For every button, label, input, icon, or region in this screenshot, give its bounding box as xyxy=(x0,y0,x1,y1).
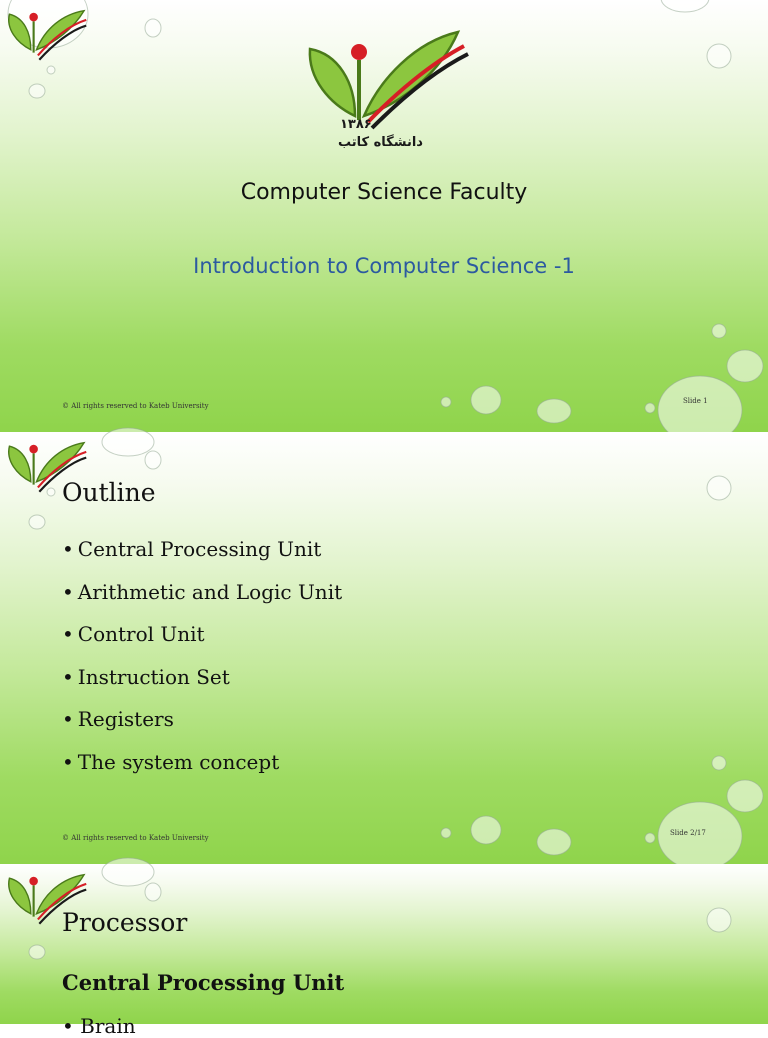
list-item: • The system concept xyxy=(62,749,280,774)
faculty-title: Computer Science Faculty xyxy=(240,180,528,205)
list-item: • Instruction Set xyxy=(62,664,230,689)
kateb-university-logo xyxy=(300,24,472,152)
list-item: • Arithmetic and Logic Unit xyxy=(62,579,343,604)
bullet-icon: • xyxy=(62,749,74,774)
processor-slide xyxy=(0,864,768,1038)
outline-list xyxy=(62,537,342,792)
slide-subheading: Central Processing Unit xyxy=(62,970,345,995)
bullet-icon: • xyxy=(62,579,74,604)
title-slide xyxy=(0,0,768,432)
copyright-notice: © All rights reserved to Kateb University xyxy=(62,402,209,410)
logo-university-name: دانشگاه کاتب xyxy=(338,135,423,150)
water-drops-decoration xyxy=(0,864,768,1024)
list-item: • Control Unit xyxy=(62,622,205,646)
course-title: Introduction to Computer Science -1 xyxy=(193,254,575,278)
bullet-icon: • xyxy=(62,707,74,731)
logo-year: ۱۳۸۶ xyxy=(340,117,372,132)
slide-heading: Processor xyxy=(62,908,188,937)
kateb-university-logo-small xyxy=(2,0,88,64)
copyright-notice: © All rights reserved to Kateb University xyxy=(62,834,209,842)
list-item: • Central Processing Unit xyxy=(62,537,322,561)
bullet-icon: • xyxy=(62,664,74,689)
list-item: • Registers xyxy=(62,707,174,731)
bullet-icon: • xyxy=(62,537,74,561)
slide-number: Slide 2/17 xyxy=(670,829,706,837)
list-item: • Brain xyxy=(62,1014,136,1038)
slide-heading: Outline xyxy=(62,478,156,507)
outline-slide xyxy=(0,432,768,864)
slide-number: Slide 1 xyxy=(683,397,708,405)
bullet-icon: • xyxy=(62,622,74,646)
